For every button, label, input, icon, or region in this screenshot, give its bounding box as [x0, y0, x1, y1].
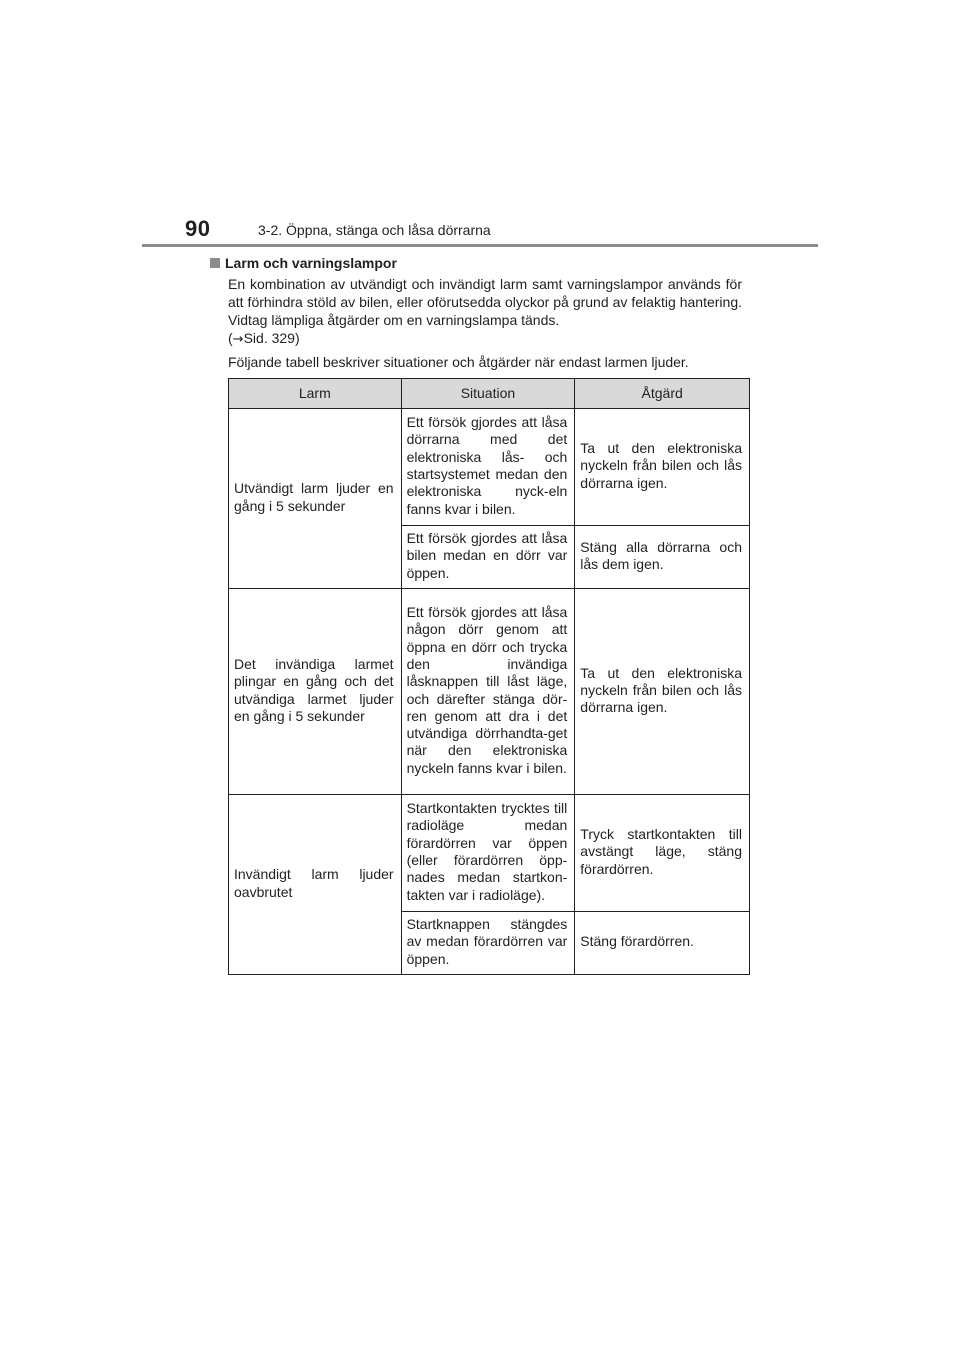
- alarm-table: [228, 378, 750, 975]
- table-row: [229, 589, 750, 795]
- table-row: [229, 409, 750, 526]
- main-content: [210, 254, 742, 371]
- situation-cell: Ett försök gjordes att låsa någon dörr genom att öppna en dörr och trycka den invändiga låsknappen till låst läge, och därefter stänga dör-ren genom att dra i det utvändiga dörrhandta-get när den elektroniska nyckeln fanns kvar i bilen.: [401, 589, 575, 795]
- square-bullet-icon: [210, 258, 220, 268]
- ref-open: (: [228, 330, 233, 346]
- alarm-cell: Utvändigt larm ljuder en gång i 5 sekunder: [229, 409, 402, 589]
- situation-cell: Startknappen stängdes av medan förardörren var öppen.: [401, 912, 575, 975]
- action-cell: Stäng alla dörrarna och lås dem igen.: [575, 526, 750, 589]
- situation-cell: Startkontakten trycktes till radioläge medan förardörren var öppen (eller förardörren öpp-nades medan startkon-takten var i radioläge).: [401, 795, 575, 912]
- section-title: 3-2. Öppna, stänga och låsa dörrarna: [258, 222, 491, 238]
- header-action: Åtgärd: [575, 379, 750, 409]
- intro-paragraph: [228, 275, 742, 349]
- situation-cell: Ett försök gjordes att låsa bilen medan en dörr var öppen.: [401, 526, 575, 589]
- action-cell: Stäng förardörren.: [575, 912, 750, 975]
- table-row: [229, 795, 750, 912]
- page-number: 90: [185, 216, 211, 241]
- intro-text: En kombination av utvändigt och invändigt larm samt varningslampor används för att förhindra stöld av bilen, eller oförutsedda olyckor på grund av felaktig hantering. Vidtag lämpliga åtgärder om en varningslampa tänds.: [228, 276, 742, 328]
- header-situation: Situation: [401, 379, 575, 409]
- alarm-cell: Invändigt larm ljuder oavbrutet: [229, 795, 402, 975]
- action-cell: Ta ut den elektroniska nyckeln från bilen och lås dörrarna igen.: [575, 589, 750, 795]
- table-intro-paragraph: Följande tabell beskriver situationer och åtgärder när endast larmen ljuder.: [228, 354, 689, 370]
- header-alarm: Larm: [229, 379, 402, 409]
- action-cell: Tryck startkontakten till avstängt läge, stäng förardörren.: [575, 795, 750, 912]
- situation-cell: Ett försök gjordes att låsa dörrarna med det elektroniska lås- och startsystemet medan den elektroniska nyck-eln fanns kvar i bilen.: [401, 409, 575, 526]
- table-header-row: [229, 379, 750, 409]
- arrow-right-icon: →: [232, 332, 244, 347]
- header-rule: [142, 244, 818, 247]
- action-cell: Ta ut den elektroniska nyckeln från bilen och lås dörrarna igen.: [575, 409, 750, 526]
- alarm-cell: Det invändiga larmet plingar en gång och det utvändiga larmet ljuder en gång i 5 sekunder: [229, 589, 402, 795]
- heading-text: Larm och varningslampor: [225, 255, 397, 271]
- section-heading: [210, 254, 742, 272]
- page-reference: Sid. 329): [243, 330, 300, 346]
